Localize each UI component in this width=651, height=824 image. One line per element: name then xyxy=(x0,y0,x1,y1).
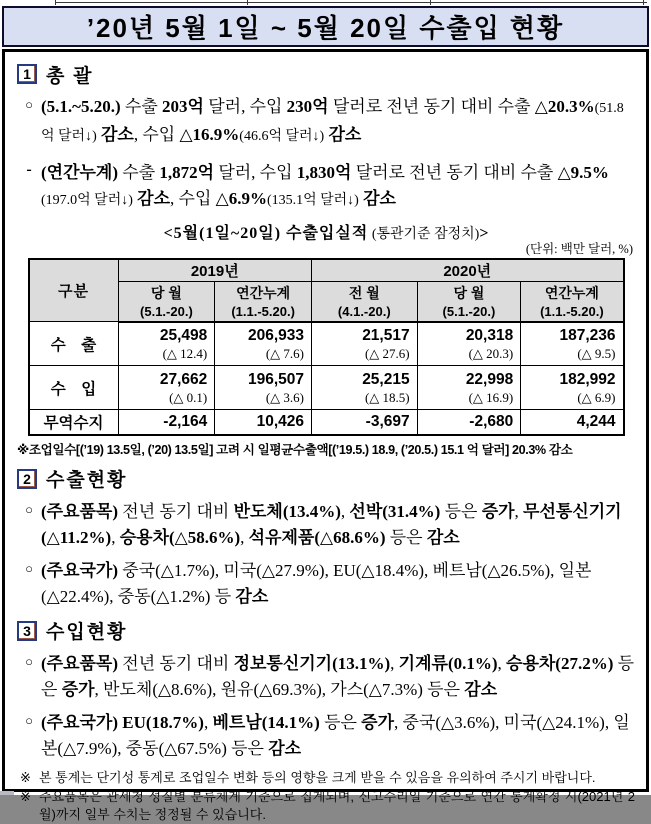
table-cell: 22,998 (△ 16.9) xyxy=(417,366,521,410)
col-header-2020-prev-month: 전 월 (4.1.-20.) xyxy=(312,282,418,322)
table-caption-block xyxy=(17,220,635,256)
section-2-heading xyxy=(17,466,635,492)
table-cell: 4,244 xyxy=(521,410,624,435)
note-item: ※ 본 통계는 단기성 통계로 조업일수 변화 등의 영향을 크게 받을 수 있음을 유의하여 주시기 바랍니다. xyxy=(17,769,635,787)
trade-balance-row xyxy=(29,410,624,435)
document-body xyxy=(2,49,649,822)
table-corner-label: 구분 xyxy=(29,259,119,322)
year-group-2019: 2019년 xyxy=(118,259,311,282)
scan-artifact xyxy=(0,791,14,795)
import-countries-text: (주요국가) EU(18.7%), 베트남(14.1%) 등은 증가, 중국(△3.6%), 미국(△24.1%), 일본(△7.9%), 중동(△67.5%) 등은 감소 xyxy=(41,712,630,758)
section-3-number-box: 3 xyxy=(17,621,37,641)
col-header-2020-ytd: 연간누계 (1.1.-5.20.) xyxy=(521,282,624,322)
table-cell: 187,236 (△ 9.5) xyxy=(521,322,624,366)
circle-bullet-icon: ○ xyxy=(25,560,33,576)
export-countries-text: (주요국가) 중국(△1.7%), 미국(△27.9%), EU(△18.4%), 베트남(△26.5%), 일본(△22.4%), 중동(△1.2%) 등 감소 xyxy=(41,560,592,606)
remnant-tick xyxy=(55,0,56,5)
working-days-footnote: ※조업일수[(’19) 13.5일, (’20) 13.5일] 고려 시 일평균수출액[(’19.5.) 18.9, (’20.5.) 15.1 억 달러] 20.3% 감소 xyxy=(17,442,573,457)
section-1-title: 총 괄 xyxy=(46,65,94,87)
table-cell: -3,697 xyxy=(312,410,418,435)
circle-bullet-icon: ○ xyxy=(25,712,33,728)
circle-bullet-icon: ○ xyxy=(25,653,33,669)
table-cell: 182,992 (△ 6.9) xyxy=(521,366,624,410)
export-items-text: (주요품목) 전년 동기 대비 반도체(13.4%), 선박(31.4%) 등은 증가, 무선통신기기(△11.2%), 승용차(△58.6%), 석유제품(△68.6%) 등은 감소 xyxy=(41,501,622,547)
year-group-2020: 2020년 xyxy=(312,259,624,282)
remnant-tick xyxy=(247,0,248,5)
export-row xyxy=(29,322,624,366)
remnant-tick xyxy=(643,0,644,5)
section-1-heading xyxy=(17,61,635,87)
overview-bullet-2-text: (연간누계) 수출 1,872억 달러, 수입 1,830억 달러로 전년 동기 대비 수출 △9.5%(197.0억 달러↓) 감소, 수입 △6.9%(135.1억 달러↓) 감소 xyxy=(41,163,609,208)
table-cell: 20,318 (△ 20.3) xyxy=(417,322,521,366)
section-3-title: 수입현황 xyxy=(46,622,128,643)
page-title: ’20년 5월 1일 ~ 5월 20일 수출입 현황 xyxy=(86,13,565,43)
table-caption-main: <5월(1일~20일) 수출입실적 xyxy=(163,225,369,242)
table-cell: 21,517 (△ 27.6) xyxy=(312,322,418,366)
overview-bullet-1-text: (5.1.~5.20.) 수출 203억 달러, 수입 230억 달러로 전년 동기 대비 수출 △20.3%(51.8억 달러↓) 감소, 수입 △16.9%(46.6억 달러↓) 감소 xyxy=(41,97,624,144)
overview-bullet-1 xyxy=(17,94,635,150)
section-2-number-box: 2 xyxy=(17,469,37,489)
reference-mark-icon: ※ xyxy=(20,788,31,804)
note-item: ※ 주요품목은 관세청 성질별 분류체계 기준으로 집계되며, 신고수리일 기준으로 연간 통계확정 시(2021년 2월)까지 일부 수치는 정정될 수 있습니다. xyxy=(17,788,635,824)
export-row-label: 수 출 xyxy=(29,322,119,366)
table-cell: 25,498 (△ 12.4) xyxy=(118,322,215,366)
col-header-2019-month: 당 월 (5.1.-20.) xyxy=(118,282,215,322)
caveat-notes xyxy=(17,769,635,824)
table-cell: 10,426 xyxy=(215,410,312,435)
import-row xyxy=(29,366,624,410)
table-cell: 196,507 (△ 3.6) xyxy=(215,366,312,410)
trade-statistics-table xyxy=(28,258,625,436)
remnant-hline xyxy=(55,2,647,3)
section-2-title: 수출현황 xyxy=(46,470,128,491)
cropped-table-remnant xyxy=(0,0,651,6)
section-3-heading xyxy=(17,618,635,644)
table-caption-close: > xyxy=(479,225,489,242)
document-title-bar xyxy=(2,6,649,47)
table-cell: 206,933 (△ 7.6) xyxy=(215,322,312,366)
export-countries-bullet xyxy=(17,558,635,610)
remnant-tick xyxy=(430,0,431,5)
col-header-2020-month: 당 월 (5.1.-20.) xyxy=(417,282,521,322)
circle-bullet-icon: ○ xyxy=(25,97,33,112)
import-countries-bullet xyxy=(17,710,635,762)
export-items-bullet xyxy=(17,499,635,551)
col-header-2019-ytd: 연간누계 (1.1.-5.20.) xyxy=(215,282,312,322)
import-row-label: 수 입 xyxy=(29,366,119,410)
table-cell: -2,164 xyxy=(118,410,215,435)
circle-bullet-icon: ○ xyxy=(25,501,33,517)
table-cell: 27,662 (△ 0.1) xyxy=(118,366,215,410)
table-cell: 25,215 (△ 18.5) xyxy=(312,366,418,410)
import-items-bullet xyxy=(17,651,635,703)
dash-bullet-icon: - xyxy=(26,161,32,178)
table-unit-note: (단위: 백만 달러, %) xyxy=(525,242,633,256)
overview-bullet-2 xyxy=(17,160,635,214)
import-items-text: (주요품목) 전년 동기 대비 정보통신기기(13.1%), 기계류(0.1%), 승용차(27.2%) 등은 증가, 반도체(△8.6%), 원유(△69.3%), 가스(△7.3%) 등은 감소 xyxy=(41,653,635,699)
section-1-number-box: 1 xyxy=(17,64,37,84)
table-caption-sub: (통관기준 잠정치) xyxy=(368,227,480,242)
reference-mark-icon: ※ xyxy=(20,769,31,785)
table-cell: -2,680 xyxy=(417,410,521,435)
trade-balance-label: 무역수지 xyxy=(29,410,119,435)
